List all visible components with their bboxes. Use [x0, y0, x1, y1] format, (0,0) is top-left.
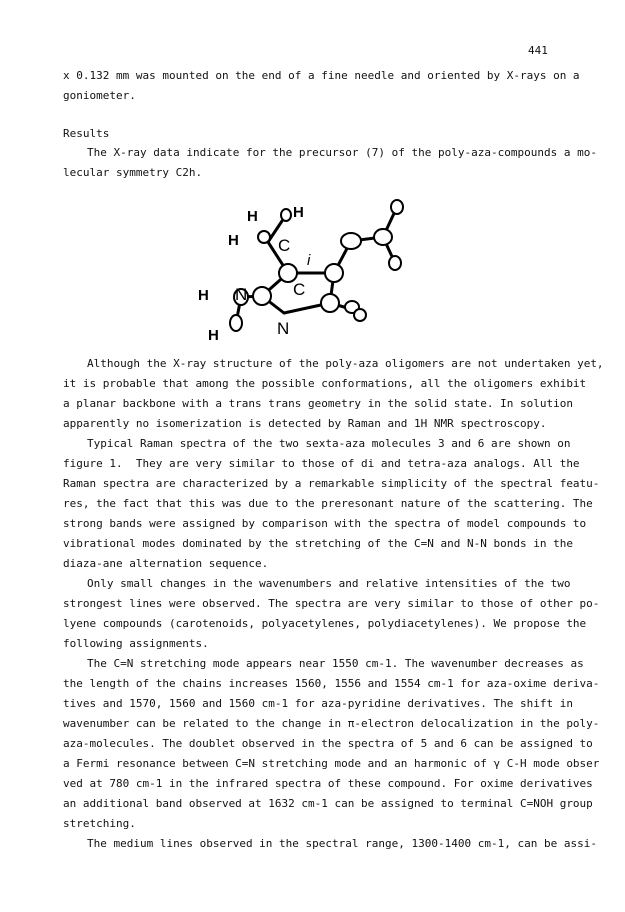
text-line: Typical Raman spectra of the two sexta-aza molecules 3 and 6 are shown on [87, 437, 571, 450]
atom-label: H [198, 287, 209, 304]
intro-paragraph [63, 66, 580, 106]
atom-label: H [208, 327, 219, 343]
text-line: following assignments. [63, 637, 209, 650]
text-line: stretching. [63, 817, 136, 830]
text-line: the length of the chains increases 1560, 1556 and 1554 cm-1 for aza-oxime deriva- [63, 677, 600, 690]
text-line: lyene compounds (carotenoids, polyacetylenes, polydiacetylenes). We propose the [63, 617, 587, 630]
atom-label: H [247, 208, 258, 225]
text-line: it is probable that among the possible conformations, all the oligomers exhibit [63, 377, 587, 390]
text-line: The C=N stretching mode appears near 1550 cm-1. The wavenumber decreases as [87, 657, 584, 670]
results-heading-text: Results [63, 127, 110, 140]
text-line: a planar backbone with a trans trans geometry in the solid state. In solution [63, 397, 573, 410]
atom-label: C [293, 280, 306, 299]
text-line: diaza-ane alternation sequence. [63, 557, 269, 570]
text-line: goniometer. [63, 89, 136, 102]
text-line: strong bands were assigned by comparison with the spectra of model compounds to [63, 517, 587, 530]
text-line: res, the fact that this was due to the preresonant nature of the scattering. The [63, 497, 593, 510]
page-number: 441 [528, 44, 548, 57]
results-paragraph [63, 143, 597, 183]
text-line: apparently no isomerization is detected by Raman and 1H NMR spectroscopy. [63, 417, 547, 430]
text-line: aza-molecules. The doublet observed in the spectra of 5 and 6 can be assigned to [63, 737, 593, 750]
text-line: an additional band observed at 1632 cm-1 can be assigned to terminal C=NOH group [63, 797, 593, 810]
text-line: figure 1. They are very similar to those of di and tetra-aza analogs. All the [63, 457, 580, 470]
text-line: tives and 1570, 1560 and 1560 cm-1 for aza-pyridine derivatives. The shift in [63, 697, 573, 710]
text-line: strongest lines were observed. The spectra are very similar to those of other po- [63, 597, 600, 610]
text-line: The X-ray data indicate for the precursor (7) of the poly-aza-compounds a mo- [87, 146, 597, 159]
atom-label: i [307, 252, 311, 269]
text-line: lecular symmetry C2h. [63, 166, 203, 179]
text-line: Only small changes in the wavenumbers and relative intensities of the two [87, 577, 571, 590]
text-line: ved at 780 cm-1 in the infrared spectra of these compound. For oxime derivatives [63, 777, 593, 790]
section-heading [63, 124, 563, 144]
text-line: Although the X-ray structure of the poly-aza oligomers are not undertaken yet, [87, 357, 604, 370]
text-line: wavenumber can be related to the change in π-electron delocalization in the poly- [63, 717, 600, 730]
body-paragraphs [63, 354, 604, 854]
atom-label: C [278, 236, 291, 255]
text-line: vibrational modes dominated by the stretching of the C=N and N-N bonds in the [63, 537, 573, 550]
atom-label: H [293, 204, 304, 221]
text-line: a Fermi resonance between C=N stretching mode and an harmonic of γ C-H mode obser [63, 757, 600, 770]
text-line: x 0.132 mm was mounted on the end of a fine needle and oriented by X-rays on a [63, 69, 580, 82]
atom-label: H [228, 232, 239, 249]
text-line: The medium lines observed in the spectral range, 1300-1400 cm-1, can be assi- [87, 837, 597, 850]
molecule-structure-diagram [190, 193, 420, 343]
text-line: Raman spectra are characterized by a remarkable simplicity of the spectral featu- [63, 477, 600, 490]
atom-label: N [235, 285, 248, 304]
atom-label: N [277, 319, 290, 338]
